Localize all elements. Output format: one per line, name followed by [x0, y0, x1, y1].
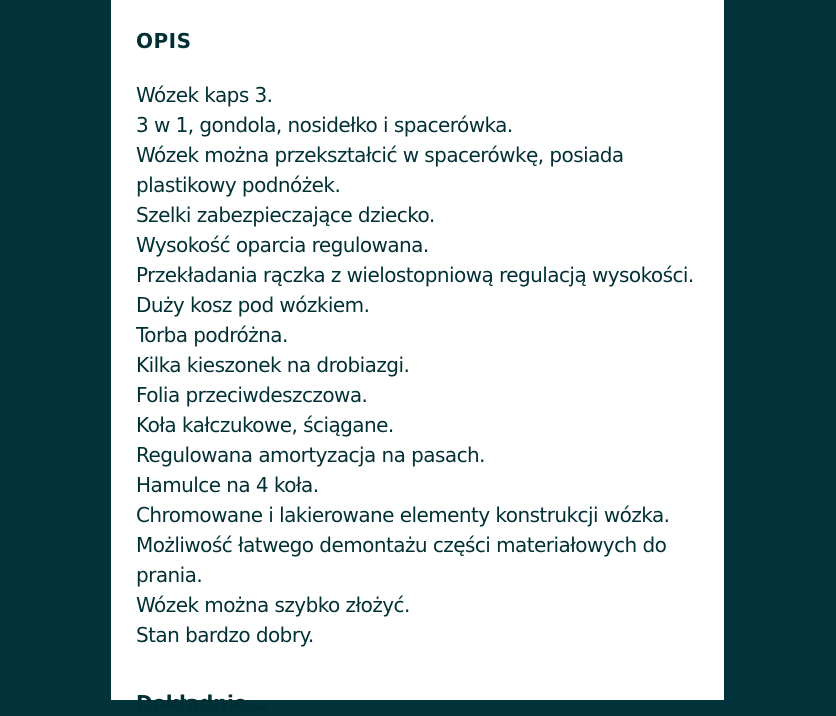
description-line: Możliwość łatwego demontażu części materiałowych do prania. — [136, 533, 667, 587]
description-line: Chromowane i lakierowane elementy konstrukcji wózka. — [136, 503, 670, 527]
description-line: Wysokość oparcia regulowana. — [136, 233, 429, 257]
description-line: Wózek można przekształcić w spacerówkę, posiada plastikowy podnóżek. — [136, 143, 624, 197]
description-text — [136, 80, 721, 650]
description-line: Regulowana amortyzacja na pasach. — [136, 443, 485, 467]
description-line: 3 w 1, gondola, nosidełko i spacerówka. — [136, 113, 513, 137]
next-section-heading: Dokładnie... — [136, 691, 269, 715]
description-line: Torba podróżna. — [136, 323, 288, 347]
description-line: Kilka kieszonek na drobiazgi. — [136, 353, 410, 377]
section-title: OPIS — [136, 29, 192, 53]
description-line: Wózek można szybko złożyć. — [136, 593, 410, 617]
description-line: Przekładania rączka z wielostopniową regulacją wysokości. — [136, 263, 694, 287]
description-line: Koła kałczukowe, ściągane. — [136, 413, 394, 437]
description-line: Hamulce na 4 koła. — [136, 473, 319, 497]
description-line: Wózek kaps 3. — [136, 83, 273, 107]
description-panel — [111, 0, 724, 715]
description-line: Szelki zabezpieczające dziecko. — [136, 203, 435, 227]
description-line: Folia przeciwdeszczowa. — [136, 383, 368, 407]
description-line: Stan bardzo dobry. — [136, 623, 314, 647]
description-line: Duży kosz pod wózkiem. — [136, 293, 370, 317]
